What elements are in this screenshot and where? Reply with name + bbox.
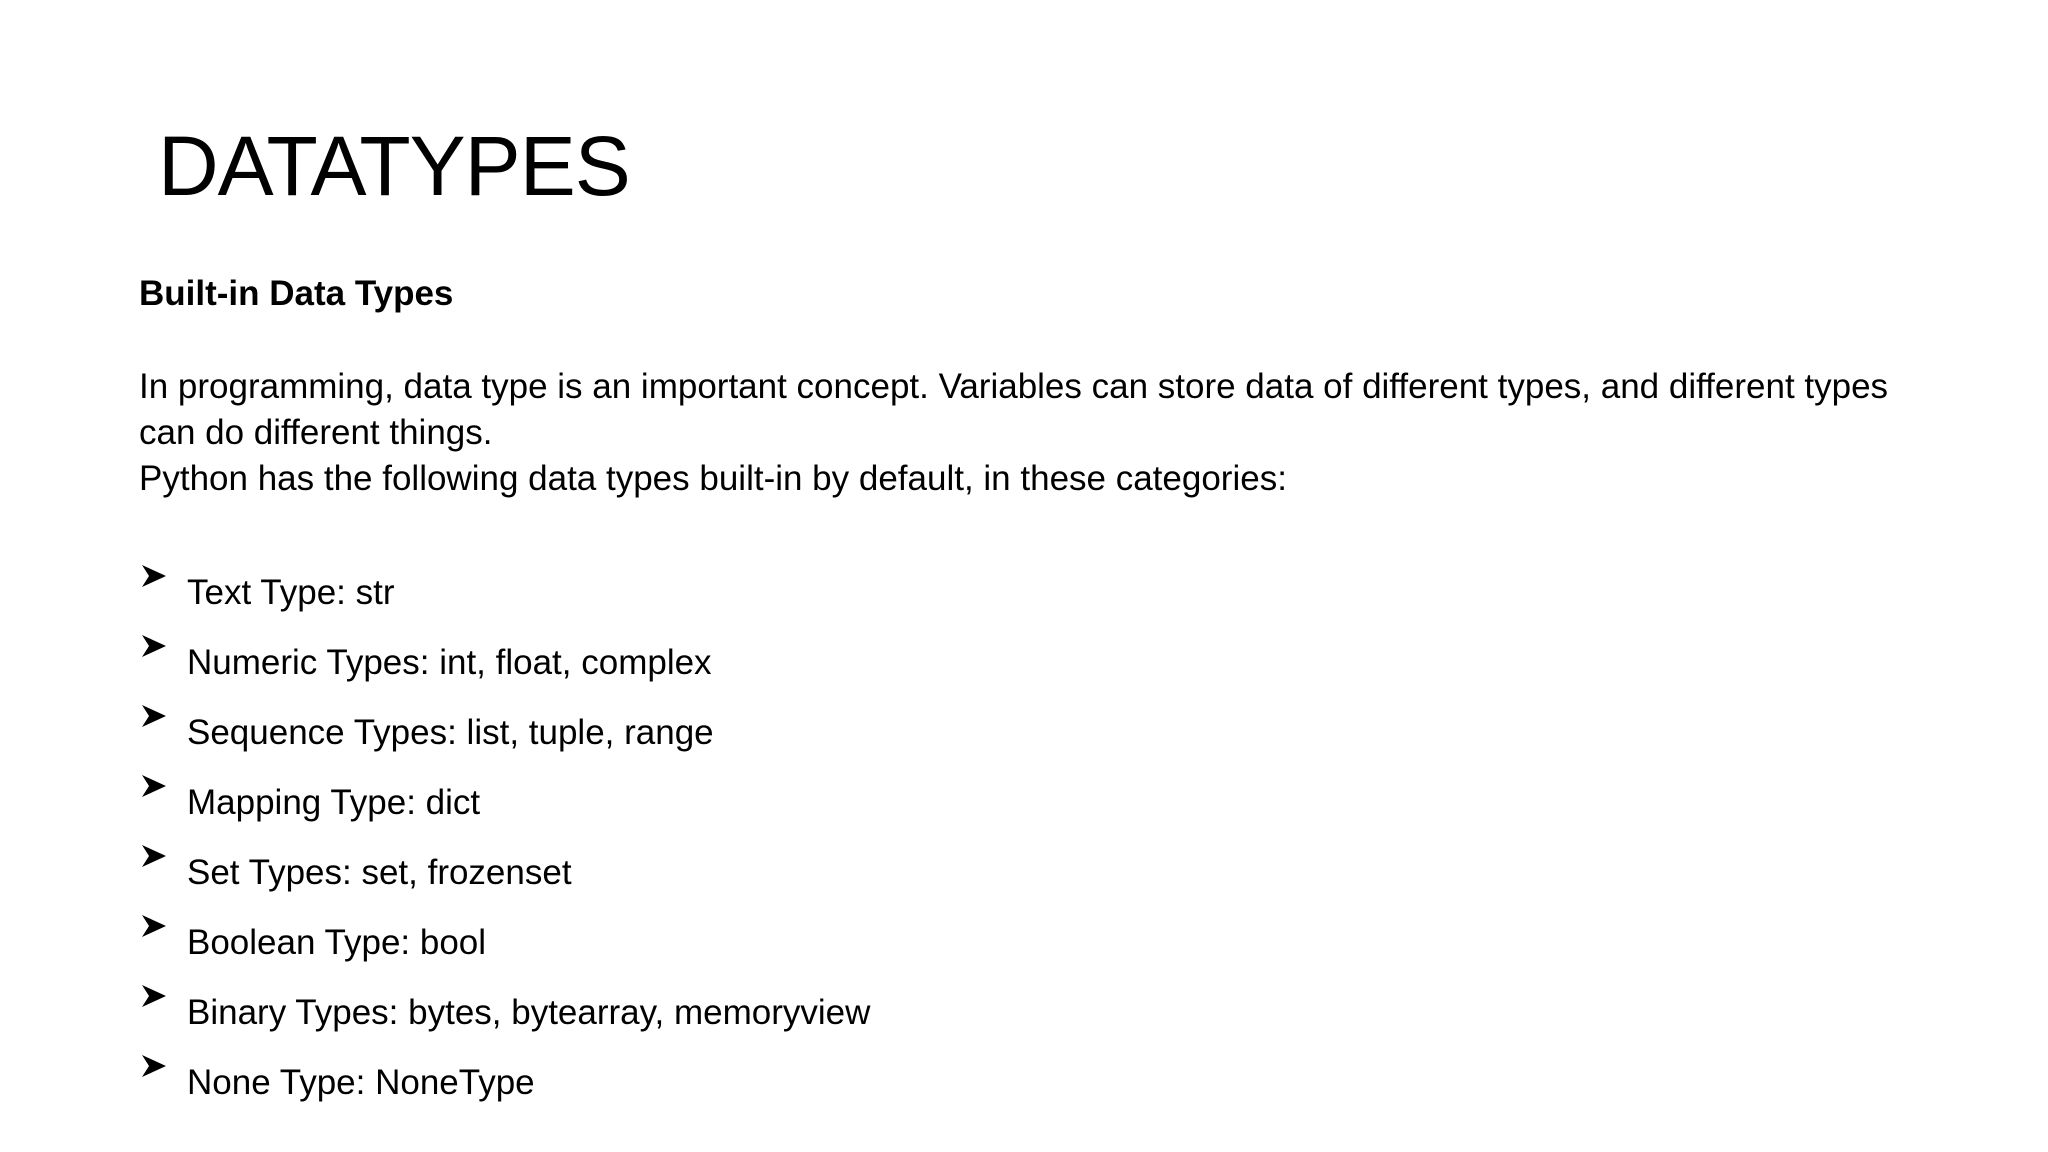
list-item: [139, 702, 1939, 772]
slide-title: DATATYPES: [158, 119, 630, 213]
slide-body: [139, 272, 1939, 1122]
list-item-text: Mapping Type: dict: [187, 783, 481, 822]
list-item: [139, 982, 1939, 1052]
categories-paragraph: Python has the following data types built-in by default, in these categories:: [139, 459, 1287, 498]
subheading: Built-in Data Types: [139, 274, 454, 313]
datatype-list: [139, 562, 1939, 1122]
list-item: [139, 562, 1939, 632]
arrowhead-bullet-icon: [139, 562, 187, 608]
arrowhead-bullet-icon: [139, 1052, 187, 1098]
list-item: [139, 632, 1939, 702]
list-item-text: Numeric Types: int, float, complex: [187, 643, 712, 682]
list-item-text: None Type: NoneType: [187, 1063, 535, 1102]
list-item: [139, 1052, 1939, 1122]
list-item-text: Set Types: set, frozenset: [187, 853, 572, 892]
list-item: [139, 772, 1939, 842]
list-item-text: Boolean Type: bool: [187, 923, 487, 962]
list-item-text: Binary Types: bytes, bytearray, memoryview: [187, 993, 871, 1032]
list-item-text: Sequence Types: list, tuple, range: [187, 713, 714, 752]
arrowhead-bullet-icon: [139, 912, 187, 958]
list-item: [139, 912, 1939, 982]
arrowhead-bullet-icon: [139, 982, 187, 1028]
arrowhead-bullet-icon: [139, 702, 187, 748]
list-item: [139, 842, 1939, 912]
arrowhead-bullet-icon: [139, 772, 187, 818]
intro-paragraph: In programming, data type is an important concept. Variables can store data of different types, and different types can do different things.: [139, 367, 1889, 452]
arrowhead-bullet-icon: [139, 632, 187, 678]
list-item-text: Text Type: str: [187, 573, 395, 612]
arrowhead-bullet-icon: [139, 842, 187, 888]
